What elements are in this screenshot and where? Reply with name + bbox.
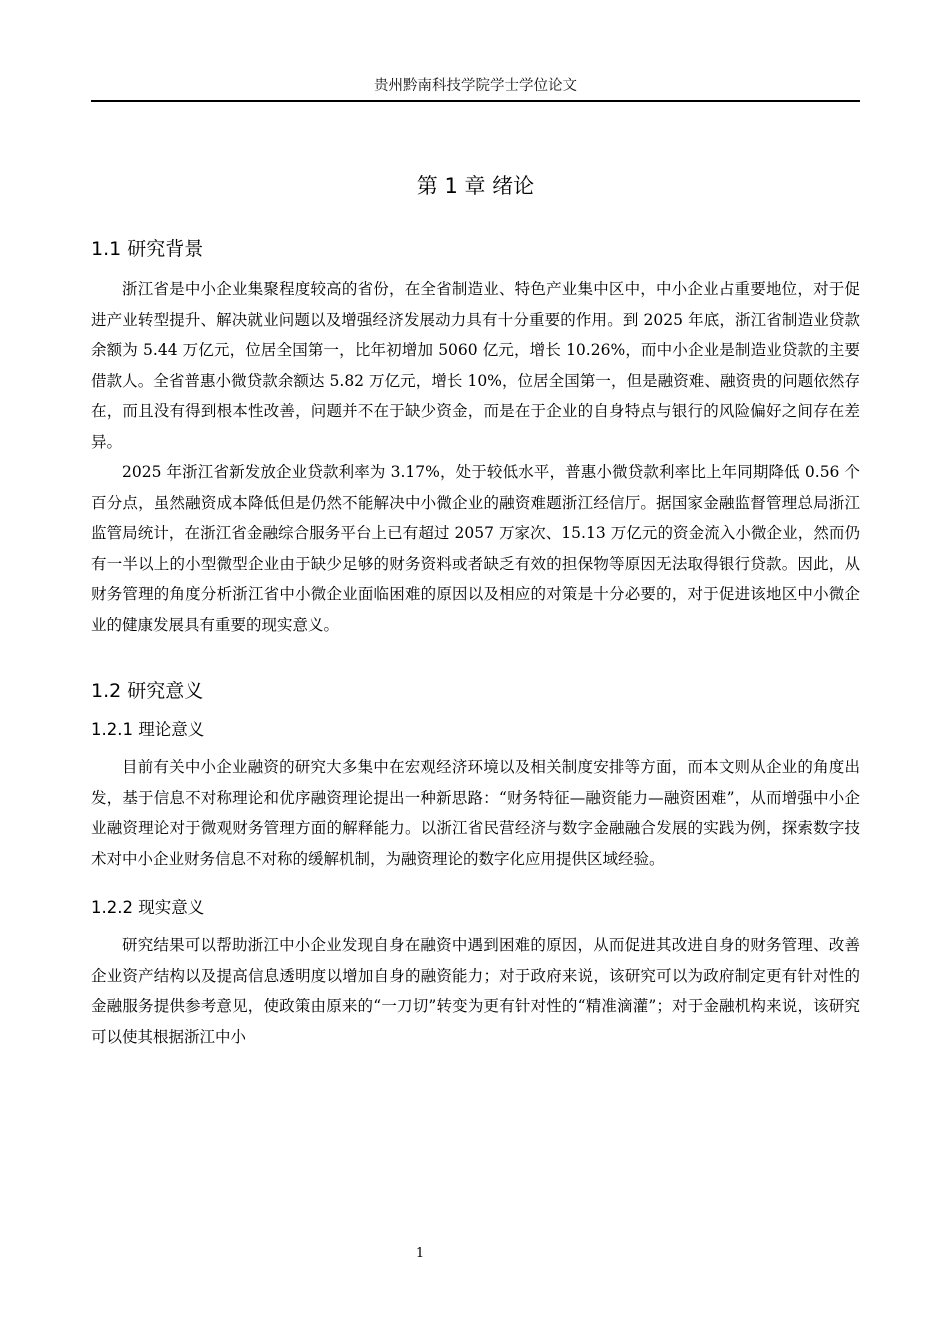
running-header: 贵州黔南科技学院学士学位论文 — [374, 78, 577, 94]
paragraph-background-1: 浙江省是中小企业集聚程度较高的省份，在全省制造业、特色产业集中区中，中小企业占重要地位，对于促进产业转型提升、解决就业问题以及增强经济发展动力具有十分重要的作用。到 2025 年底，浙江省制造业贷款余额为 5.44 万亿元，位居全国第一，比年初增加 5060 亿元，增长 10.26%，而中小企业是制造业贷款的主要借款人。全省普惠小微贷款余额达 5.82 万亿元，增长 10%，位居全国第一，但是融资难、融资贵的问题依然存在，而且没有得到根本性改善，问题并不在于缺少资金，而是在于企业的自身特点与银行的风险偏好之间存在差异。 — [91, 280, 860, 451]
page-number — [0, 1245, 950, 1263]
page-number-text: 1 — [415, 1246, 425, 1261]
subsection-heading-theory: 1.2.1 理论意义 — [91, 720, 205, 739]
paragraph-theory: 目前有关中小企业融资的研究大多集中在宏观经济环境以及相关制度安排等方面，而本文则从企业的角度出发，基于信息不对称理论和优序融资理论提出一种新思路：“财务特征—融资能力—融资困难”，从而增强中小企业融资理论对于微观财务管理方面的解释能力。以浙江省民营经济与数字金融融合发展的实践为例，探索数字技术对中小企业财务信息不对称的缓解机制，为融资理论的数字化应用提供区域经验。 — [91, 758, 860, 868]
header-rule — [91, 100, 860, 102]
paragraph-practice: 研究结果可以帮助浙江中小企业发现自身在融资中遇到困难的原因，从而促进其改进自身的财务管理、改善企业资产结构以及提高信息透明度以增加自身的融资能力；对于政府来说，该研究可以为政府制定更有针对性的金融服务提供参考意见，使政策由原来的“一刀切”转变为更有针对性的“精准滴灌”；对于金融机构来说，该研究可以使其根据浙江中小 — [91, 936, 860, 1046]
section-heading-background: 1.1 研究背景 — [91, 238, 204, 260]
section-heading-significance: 1.2 研究意义 — [91, 680, 204, 702]
page-body — [91, 168, 860, 1052]
chapter-title: 第 1 章 绪论 — [416, 174, 535, 198]
paragraph-background-2: 2025 年浙江省新发放企业贷款利率为 3.17%，处于较低水平，普惠小微贷款利率比上年同期降低 0.56 个百分点，虽然融资成本降低但是仍然不能解决中小微企业的融资难题浙江经信厅。据国家金融监督管理总局浙江监管局统计，在浙江省金融综合服务平台上已有超过 2057 万家次、15.13 万亿元的资金流入小微企业，然而仍有一半以上的小型微型企业由于缺少足够的财务资料或者缺乏有效的担保物等原因无法取得银行贷款。因此，从财务管理的角度分析浙江省中小微企业面临困难的原因以及相应的对策是十分必要的，对于促进该地区中小微企业的健康发展具有重要的现实意义。 — [91, 463, 860, 634]
subsection-heading-practice: 1.2.2 现实意义 — [91, 898, 205, 917]
